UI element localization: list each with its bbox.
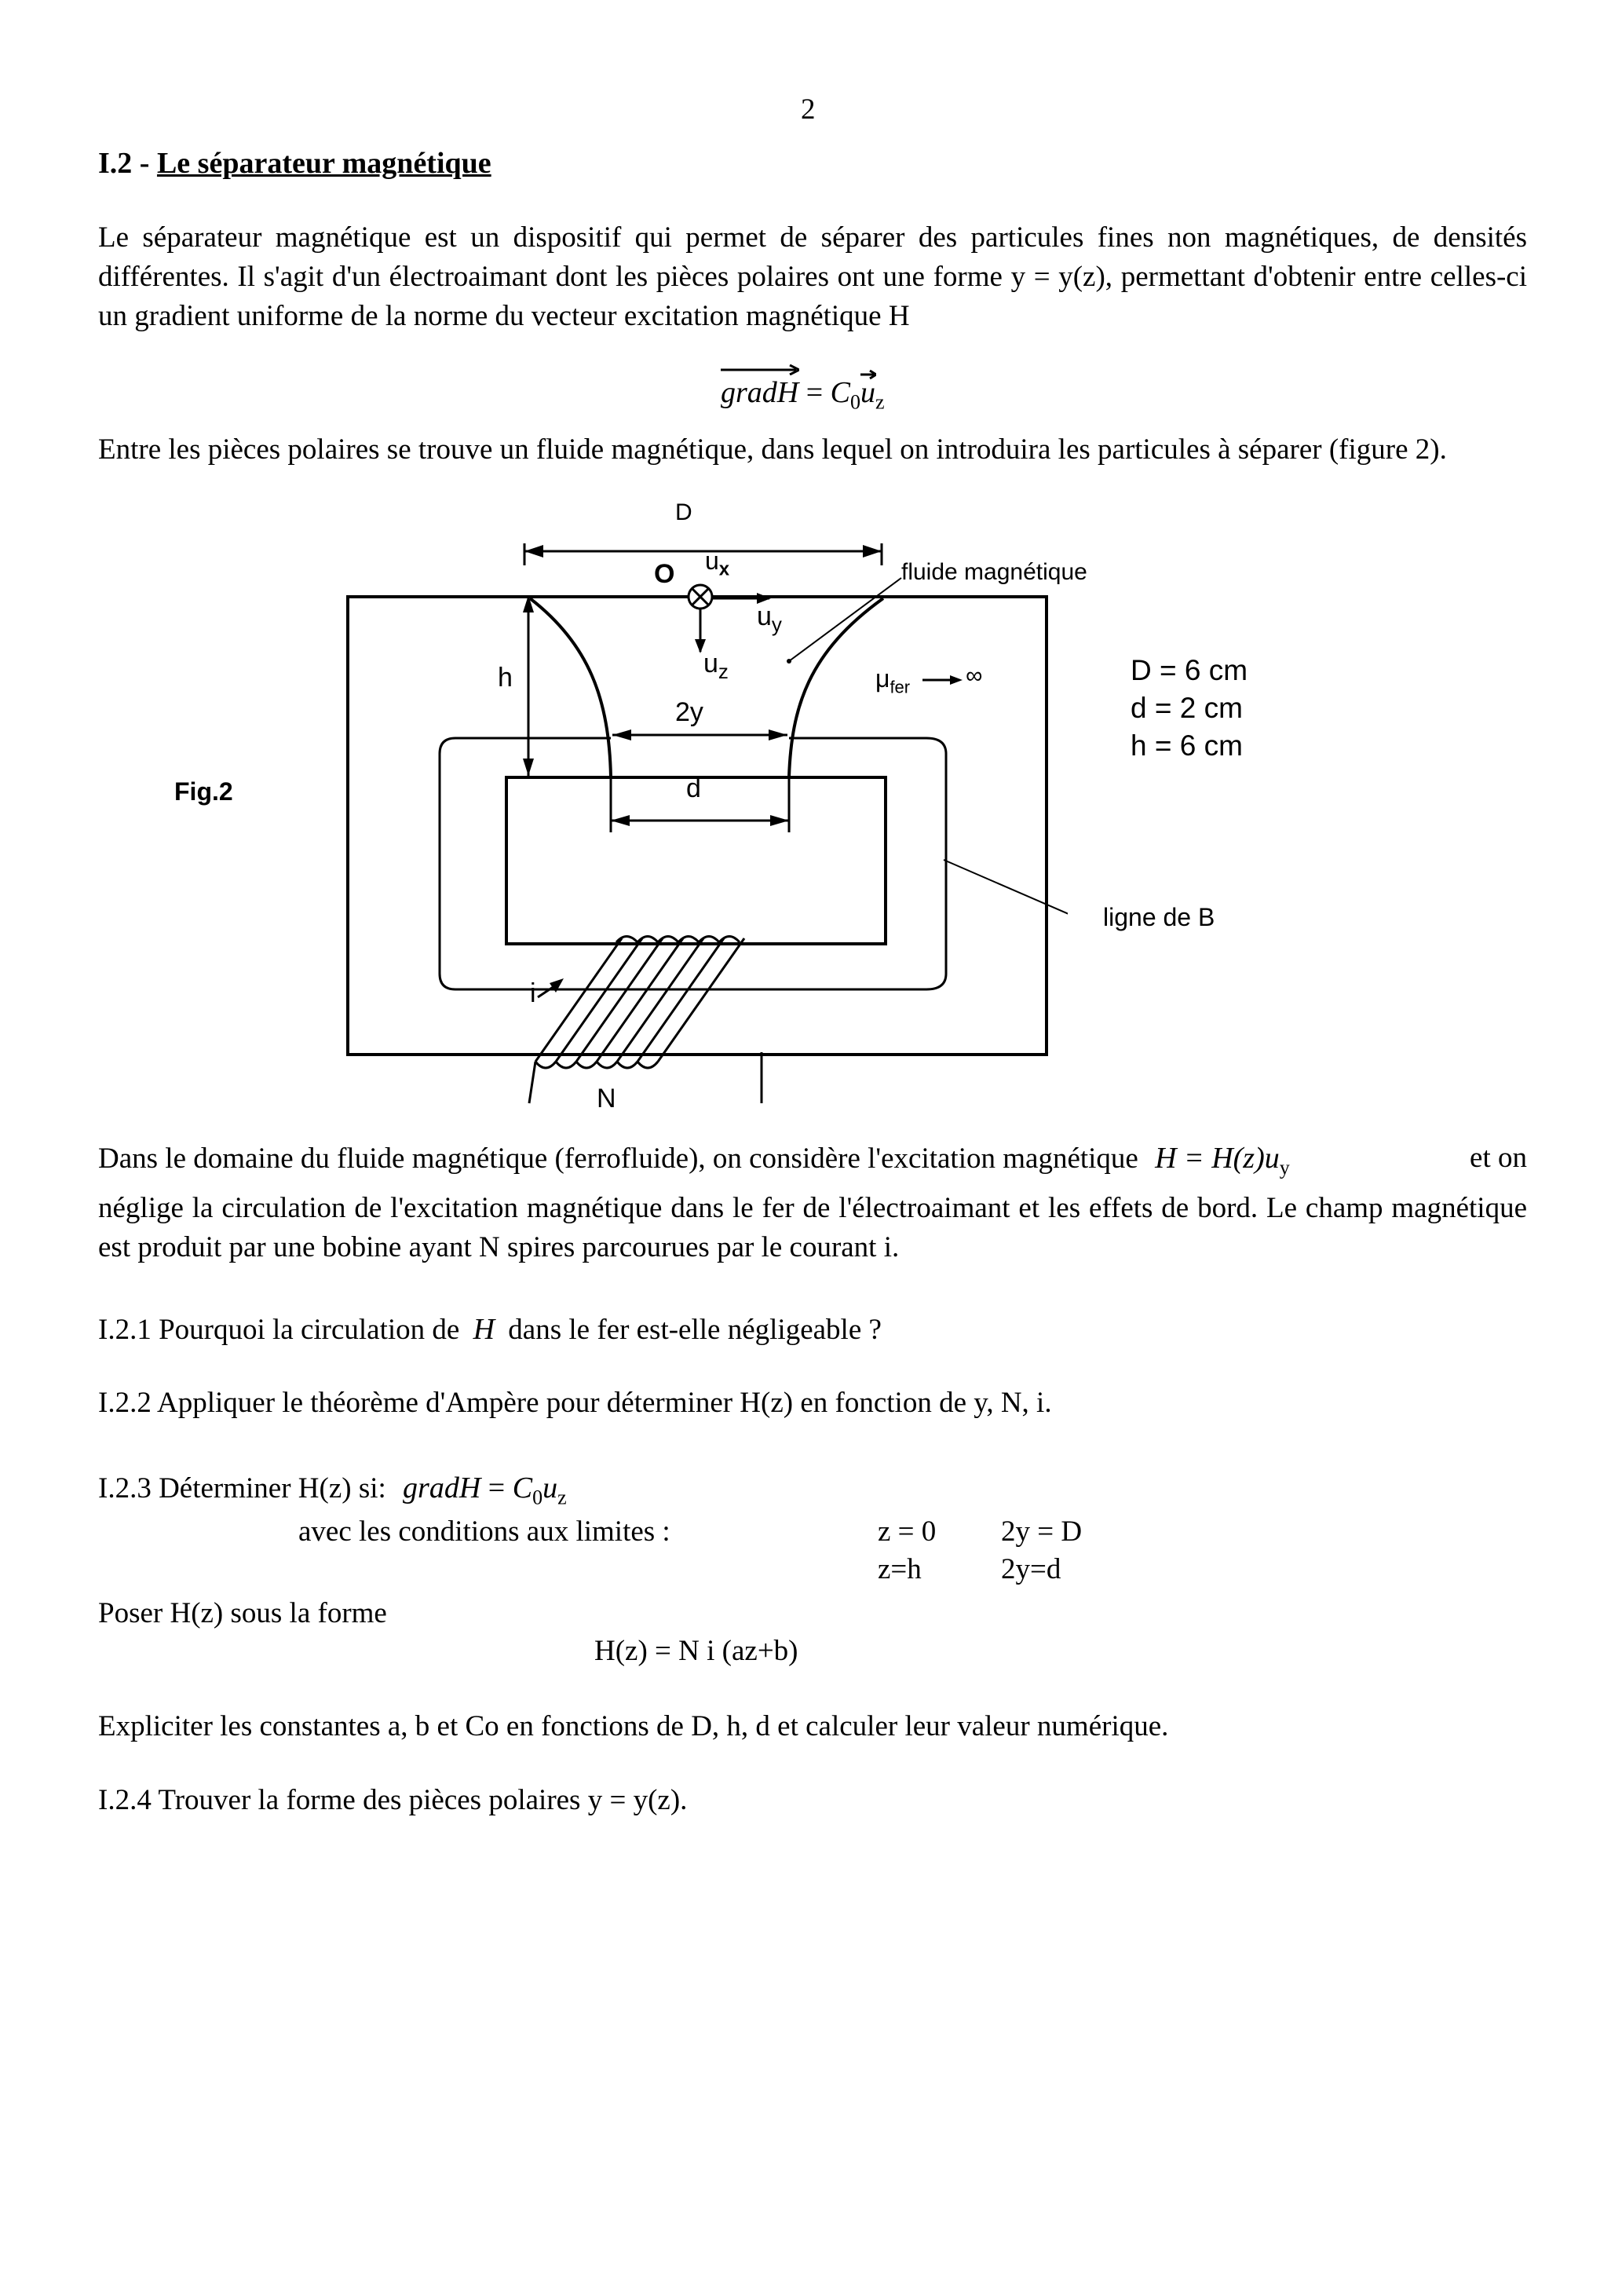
grad-h-text: gradH (721, 376, 799, 409)
label-ux (705, 547, 729, 580)
q3-pose: Poser H(z) sous la forme (98, 1597, 387, 1629)
ux-text: u (705, 547, 719, 575)
label-infinity: ∞ (966, 663, 983, 689)
q1-text-b: dans le fer est-elle négligeable ? (508, 1314, 882, 1346)
question-1 (98, 1310, 882, 1350)
label-uy (757, 601, 782, 637)
paragraph-3-body: néglige la circulation de l'excitation magnétique dans le fer de l'électroaimant et les effets de bord. Le champ magnétique est produit par une bobine ayant N spires parcourues par le courant i. (98, 1192, 1527, 1263)
grad-vector (721, 375, 798, 410)
c-subscript: 0 (850, 390, 861, 414)
uz-subscript: z (718, 659, 729, 683)
param-d-big: D = 6 cm (1131, 654, 1248, 686)
intro2-paragraph: Entre les pièces polaires se trouve un fluide magnétique, dans lequel on introduira les particules à séparer (figure 2). (98, 433, 1447, 466)
q1-text-a: I.2.1 Pourquoi la circulation de (98, 1314, 460, 1346)
label-origin: O (654, 559, 675, 589)
param-d-small: d = 2 cm (1131, 692, 1243, 724)
paragraph-3-line1 (98, 1139, 1527, 1188)
h-field-subscript: y (1279, 1156, 1290, 1179)
h-field-formula (1155, 1142, 1290, 1179)
label-mu (875, 664, 910, 697)
label-current: i (530, 978, 536, 1008)
section-number: I.2 - (98, 147, 157, 180)
q3-u-subscript: z (557, 1486, 567, 1509)
question-2: I.2.2 Appliquer le théorème d'Ampère pour déterminer H(z) en fonction de y, N, i. (98, 1387, 1052, 1419)
q1-h-symbol: H (473, 1313, 495, 1346)
para3-text-a: Dans le domaine du fluide magnétique (ferrofluide), on considère l'excitation magnétique (98, 1143, 1138, 1175)
param-h: h = 6 cm (1131, 729, 1243, 762)
vector-arrow-icon (721, 364, 799, 375)
q3-conditions-label: avec les conditions aux limites : (298, 1515, 670, 1548)
q3-cond-row-1-y: 2y = D (1001, 1515, 1083, 1548)
question-3 (98, 1468, 567, 1518)
h-field-expression: H = H(z)u (1155, 1142, 1280, 1175)
label-2y: 2y (675, 697, 703, 727)
q3-cond-row-2-y: 2y=d (1001, 1553, 1061, 1585)
uy-subscript: y (771, 612, 782, 636)
figure-parameters (1131, 652, 1248, 765)
q3-grad-h: gradH (403, 1472, 481, 1504)
grad-formula (721, 375, 885, 415)
intro-paragraph: Le séparateur magnétique est un dispositif qui permet de séparer des particules fines non magnétiques, de densités différentes. Il s'agit d'un électroaimant dont les pièces polaires ont une forme y = y(z), permettant d'obtenir entre celles-ci un gradient uniforme de la norme du vecteur excitation magnétique H (98, 221, 1527, 332)
label-fluid: fluide magnétique (901, 559, 1087, 585)
q3-c-subscript: 0 (532, 1486, 543, 1509)
q3-c-symbol: C (512, 1472, 533, 1504)
pole-piece-left (530, 598, 611, 777)
mu-text: μ (875, 664, 890, 693)
q3-explicit: Expliciter les constantes a, b et Co en fonctions de D, h, d et calculer leur valeur numérique. (98, 1710, 1169, 1742)
magnetic-separator-diagram (330, 503, 1068, 1123)
pole-piece-right (789, 598, 883, 777)
u-symbol: u (860, 376, 876, 409)
equals-sign: = (798, 376, 831, 409)
label-d: d (686, 773, 701, 803)
section-title: Le séparateur magnétique (156, 147, 491, 180)
u-subscript: z (875, 390, 885, 414)
q3-text-a: I.2.3 Déterminer H(z) si: (98, 1472, 386, 1504)
para3-text-b: et on (1470, 1142, 1527, 1174)
page-number: 2 (801, 93, 816, 126)
mu-subscript: fer (890, 677, 911, 697)
label-uz (703, 649, 729, 684)
coil (529, 937, 762, 1104)
section-heading (98, 146, 491, 181)
q3-u-symbol: u (542, 1472, 558, 1504)
uy-text: u (757, 601, 772, 631)
label-n-turns: N (597, 1084, 616, 1113)
q3-grad-formula (403, 1472, 567, 1509)
ux-subscript: x (718, 558, 730, 580)
q3-equals: = (480, 1472, 513, 1504)
label-h: h (498, 663, 513, 693)
figure-caption: Fig.2 (174, 777, 233, 806)
q3-cond-row-1-z: z = 0 (878, 1515, 937, 1548)
question-4: I.2.4 Trouver la forme des pièces polaires y = y(z). (98, 1784, 688, 1816)
label-ligne-b: ligne de B (1103, 903, 1215, 931)
q3-form: H(z) = N i (az+b) (594, 1635, 798, 1667)
c-symbol: C (830, 376, 851, 409)
uz-text: u (703, 649, 718, 678)
q3-cond-row-2-z: z=h (878, 1553, 922, 1585)
vector-arrow-icon (860, 369, 876, 380)
uz-vector (860, 375, 875, 410)
label-d-top: D (675, 499, 692, 525)
